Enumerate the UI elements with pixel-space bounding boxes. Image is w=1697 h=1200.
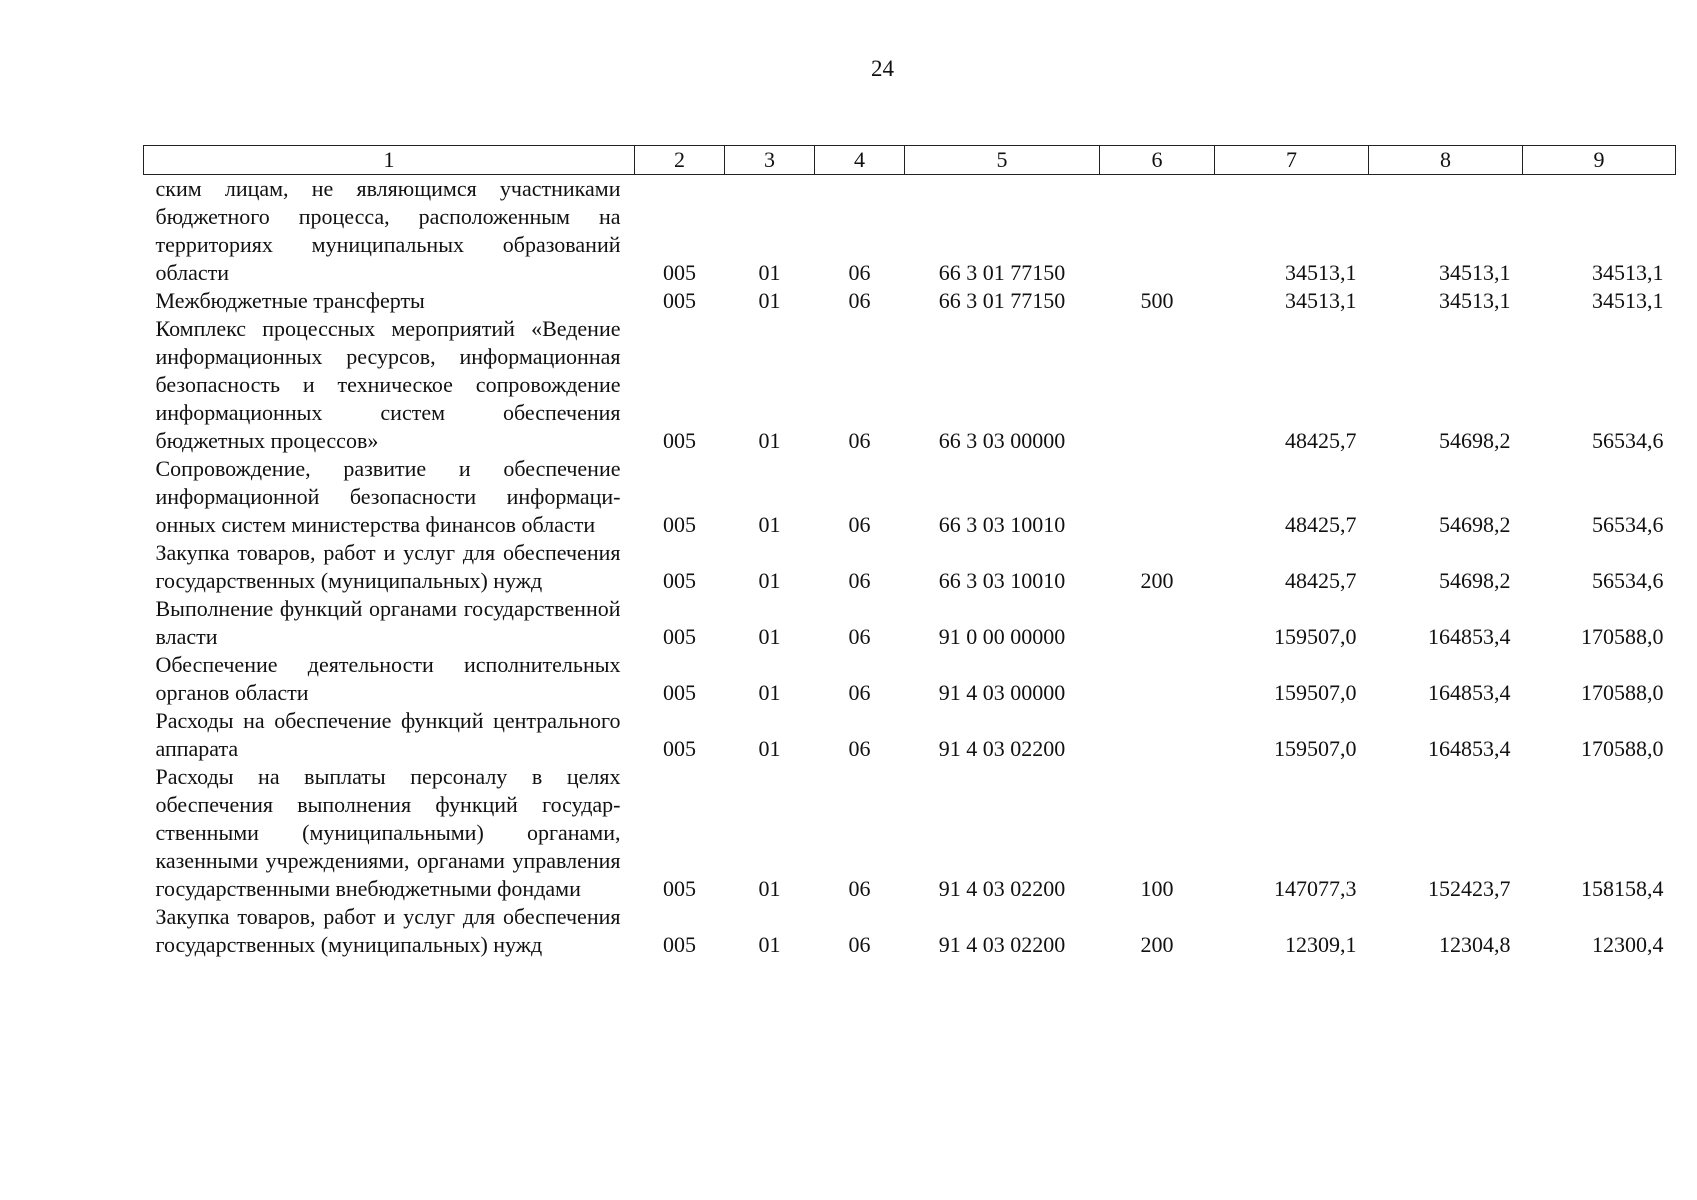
cell-ministry-code: 005 [663,428,696,453]
cell-amount-year-2: 34513,1 [1439,260,1511,285]
cell-amount-year-1: 159507,0 [1274,624,1357,649]
table-row [144,175,1676,288]
cell-ministry-code: 005 [663,876,696,901]
cell-target-article: 66 3 03 10010 [938,568,1066,593]
row-description: Межбюджетные трансферты [155,288,425,313]
cell-amount-year-2: 54698,2 [1439,568,1511,593]
cell-amount-year-3: 56534,6 [1592,512,1664,537]
table-row [144,595,1676,651]
cell-amount-year-2: 164853,4 [1428,624,1511,649]
table-row [144,315,1676,455]
row-description: Закупка товаров, работ и услуг для обеспечения государственных (муниципальных) нужд [155,904,621,957]
cell-expense-type: 100 [1140,876,1174,901]
table-row [144,763,1676,903]
row-description: Обеспечение деятельности исполнительных органов области [155,652,621,705]
table-row [144,287,1676,315]
header-row [144,146,1676,175]
cell-target-article: 66 3 01 77150 [938,288,1066,313]
cell-section: 01 [758,932,781,957]
cell-amount-year-2: 34513,1 [1439,288,1511,313]
cell-expense-type [1100,455,1215,539]
cell-amount-year-2: 54698,2 [1439,428,1511,453]
cell-expense-type [1100,707,1215,763]
cell-amount-year-3: 56534,6 [1592,568,1664,593]
cell-ministry-code: 005 [663,512,696,537]
cell-expense-type [1100,595,1215,651]
cell-amount-year-1: 159507,0 [1274,736,1357,761]
header-col-3: 3 [725,146,815,175]
cell-amount-year-3: 170588,0 [1581,736,1664,761]
cell-section: 01 [758,428,781,453]
header-col-6: 6 [1100,146,1215,175]
cell-subsection: 06 [848,568,871,593]
row-description: Расходы на выплаты персоналу в целях обеспечения выполнения функций государственными (муниципальными) органами, казенными учреждениями, органами управления государственными внебюджетными фондами [155,764,621,901]
cell-ministry-code: 005 [663,680,696,705]
row-description: ским лицам, не являющимся участниками бюджетного процесса, расположенным на территориях муниципальных образований области [155,176,621,285]
header-col-1: 1 [144,146,635,175]
cell-expense-type: 500 [1140,288,1174,313]
cell-amount-year-1: 48425,7 [1285,512,1357,537]
cell-amount-year-1: 12309,1 [1285,932,1357,957]
cell-expense-type [1100,651,1215,707]
cell-amount-year-2: 54698,2 [1439,512,1511,537]
cell-ministry-code: 005 [663,260,696,285]
cell-target-article: 66 3 01 77150 [938,260,1066,285]
cell-amount-year-1: 159507,0 [1274,680,1357,705]
cell-amount-year-2: 164853,4 [1428,680,1511,705]
cell-amount-year-3: 34513,1 [1592,288,1664,313]
cell-ministry-code: 005 [663,736,696,761]
header-col-4: 4 [815,146,905,175]
cell-target-article: 91 0 00 00000 [938,624,1066,649]
table-row [144,651,1676,707]
cell-ministry-code: 005 [663,932,696,957]
cell-target-article: 91 4 03 00000 [938,680,1066,705]
header-col-9: 9 [1523,146,1676,175]
page-number: 24 [871,56,894,81]
cell-subsection: 06 [848,876,871,901]
cell-expense-type [1100,175,1215,288]
table-body [144,175,1676,960]
cell-section: 01 [758,876,781,901]
cell-section: 01 [758,568,781,593]
header-col-5: 5 [905,146,1100,175]
cell-amount-year-3: 56534,6 [1592,428,1664,453]
cell-subsection: 06 [848,428,871,453]
cell-expense-type: 200 [1140,932,1174,957]
cell-section: 01 [758,288,781,313]
cell-subsection: 06 [848,512,871,537]
cell-amount-year-1: 34513,1 [1285,260,1357,285]
cell-amount-year-2: 164853,4 [1428,736,1511,761]
cell-ministry-code: 005 [663,624,696,649]
cell-section: 01 [758,736,781,761]
cell-amount-year-3: 34513,1 [1592,260,1664,285]
cell-amount-year-3: 170588,0 [1581,680,1664,705]
table-row [144,903,1676,959]
cell-amount-year-2: 12304,8 [1439,932,1511,957]
cell-amount-year-3: 12300,4 [1592,932,1664,957]
cell-section: 01 [758,512,781,537]
cell-amount-year-1: 48425,7 [1285,428,1357,453]
cell-target-article: 91 4 03 02200 [938,736,1066,761]
row-description: Закупка товаров, работ и услуг для обеспечения государственных (муниципальных) нужд [155,540,621,593]
table-row [144,539,1676,595]
cell-amount-year-3: 158158,4 [1581,876,1664,901]
cell-ministry-code: 005 [663,288,696,313]
cell-section: 01 [758,260,781,285]
cell-amount-year-2: 152423,7 [1428,876,1511,901]
header-col-7: 7 [1215,146,1369,175]
table-row [144,707,1676,763]
cell-subsection: 06 [848,736,871,761]
cell-target-article: 91 4 03 02200 [938,932,1066,957]
cell-target-article: 91 4 03 02200 [938,876,1066,901]
cell-subsection: 06 [848,288,871,313]
row-description: Сопровождение, развитие и обеспечение информационной безопасности информационных систем министерства финансов области [155,456,621,537]
cell-amount-year-3: 170588,0 [1581,624,1664,649]
cell-amount-year-1: 48425,7 [1285,568,1357,593]
cell-subsection: 06 [848,260,871,285]
cell-amount-year-1: 147077,3 [1274,876,1357,901]
cell-subsection: 06 [848,932,871,957]
header-col-2: 2 [635,146,725,175]
row-description: Расходы на обеспечение функций центрального аппарата [155,708,621,761]
cell-ministry-code: 005 [663,568,696,593]
header-col-8: 8 [1369,146,1523,175]
cell-amount-year-1: 34513,1 [1285,288,1357,313]
cell-target-article: 66 3 03 00000 [938,428,1066,453]
row-description: Комплекс процессных мероприятий «Ведение информационных ресурсов, информационная безопасность и техническое сопровождение информационных систем обеспечения бюджетных процессов» [155,316,621,453]
row-description: Выполнение функций органами государственной власти [155,596,621,649]
cell-subsection: 06 [848,624,871,649]
cell-expense-type: 200 [1140,568,1174,593]
cell-subsection: 06 [848,680,871,705]
budget-table [143,145,1676,959]
cell-section: 01 [758,624,781,649]
cell-target-article: 66 3 03 10010 [938,512,1066,537]
cell-expense-type [1100,315,1215,455]
table-row [144,455,1676,539]
cell-section: 01 [758,680,781,705]
